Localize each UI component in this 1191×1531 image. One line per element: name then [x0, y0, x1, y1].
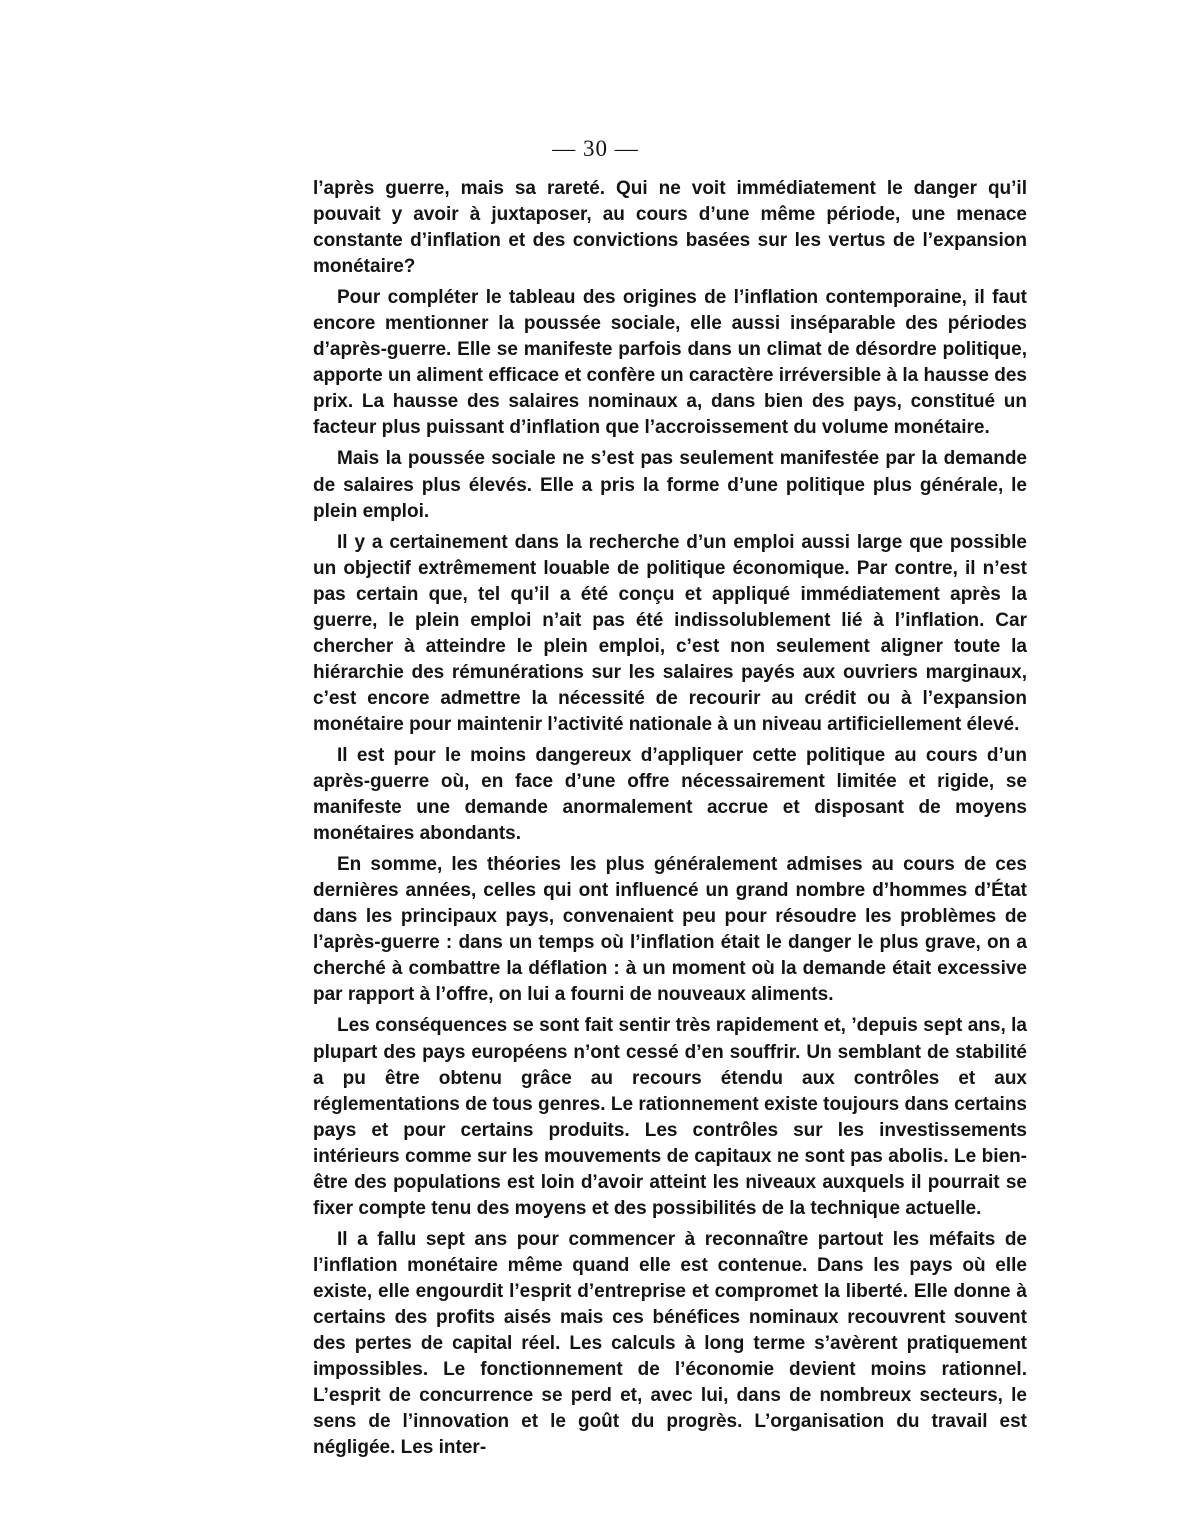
paragraph-1: l’après guerre, mais sa rareté. Qui ne voit immédiatement le danger qu’il pouvait y avoir à juxtaposer, au cours d’une même période, une menace constante d’inflation et des convictions basées sur les vertus de l’expansion monétaire? [313, 178, 1027, 278]
paragraph-8: Il a fallu sept ans pour commencer à reconnaître partout les méfaits de l’inflation monétaire même quand elle est contenue. Dans les pays où elle existe, elle engourdit l’esprit d’entreprise et compromet la liberté. Elle donne à certains des profits aisés mais ces bénéfices nominaux recouvrent souvent des pertes de capital réel. Les calculs à long terme s’avèrent pratiquement impossibles. Le fonctionnement de l’économie devient moins rationnel. L’esprit de concurrence se perd et, avec lui, dans de nombreux secteurs, le sens de l’innovation et le goût du progrès. L’organisation du travail est négligée. Les inter- [313, 1228, 1027, 1459]
paragraph-3: Mais la poussée sociale ne s’est pas seulement manifestée par la demande de salaires plus élevés. Elle a pris la forme d’une politique plus générale, le plein emploi. [313, 448, 1027, 522]
body-text [313, 176, 1027, 1466]
page-number: — 30 — [552, 136, 639, 161]
paragraph-5: Il est pour le moins dangereux d’appliquer cette politique au cours d’un après-guerre où, en face d’une offre nécessairement limitée et rigide, se manifeste une demande anormalement accrue et disposant de moyens monétaires abondants. [313, 744, 1027, 845]
paragraph-7: Les conséquences se sont fait sentir très rapidement et, ’depuis sept ans, la plupart des pays européens n’ont cessé d’en souffrir. Un semblant de stabilité a pu être obtenu grâce au recours étendu aux contrôles et aux réglementations de tous genres. Le rationnement existe toujours dans certains pays et pour certains produits. Les contrôles sur les investissements intérieurs comme sur les mouvements de capitaux ne sont pas abolis. Le bien-être des populations est loin d’avoir atteint les niveaux auxquels il pourrait se fixer compte tenu des moyens et des possibilités de la technique actuelle. [313, 1015, 1027, 1219]
paragraph-2: Pour compléter le tableau des origines de l’inflation contemporaine, il faut encore mentionner la poussée sociale, elle aussi inséparable des périodes d’après-guerre. Elle se manifeste parfois dans un climat de désordre politique, apporte un aliment efficace et confère un caractère irréversible à la hausse des prix. La hausse des salaires nominaux a, dans bien des pays, constitué un facteur plus puissant d’inflation que l’accroissement du volume monétaire. [313, 287, 1027, 439]
paragraph-6: En somme, les théories les plus généralement admises au cours de ces dernières années, celles qui ont influencé un grand nombre d’hommes d’État dans les principaux pays, convenaient peu pour résoudre les problèmes de l’après-guerre : dans un temps où l’inflation était le danger le plus grave, on a cherché à combattre la déflation : à un moment où la demande était excessive par rapport à l’offre, on lui a fourni de nouveaux aliments. [313, 854, 1027, 1006]
paragraph-4: Il y a certainement dans la recherche d’un emploi aussi large que possible un objectif extrêmement louable de politique économique. Par contre, il n’est pas certain que, tel qu’il a été conçu et appliqué immédiatement après la guerre, le plein emploi n’ait pas été indissolublement lié à l’inflation. Car chercher à atteindre le plein emploi, c’est non seulement aligner toute la hiérarchie des rémunérations sur les salaires payés aux ouvriers marginaux, c’est encore admettre la nécessité de recourir au crédit ou à l’expansion monétaire pour maintenir l’activité nationale à un niveau artificiellement élevé. [313, 531, 1027, 735]
